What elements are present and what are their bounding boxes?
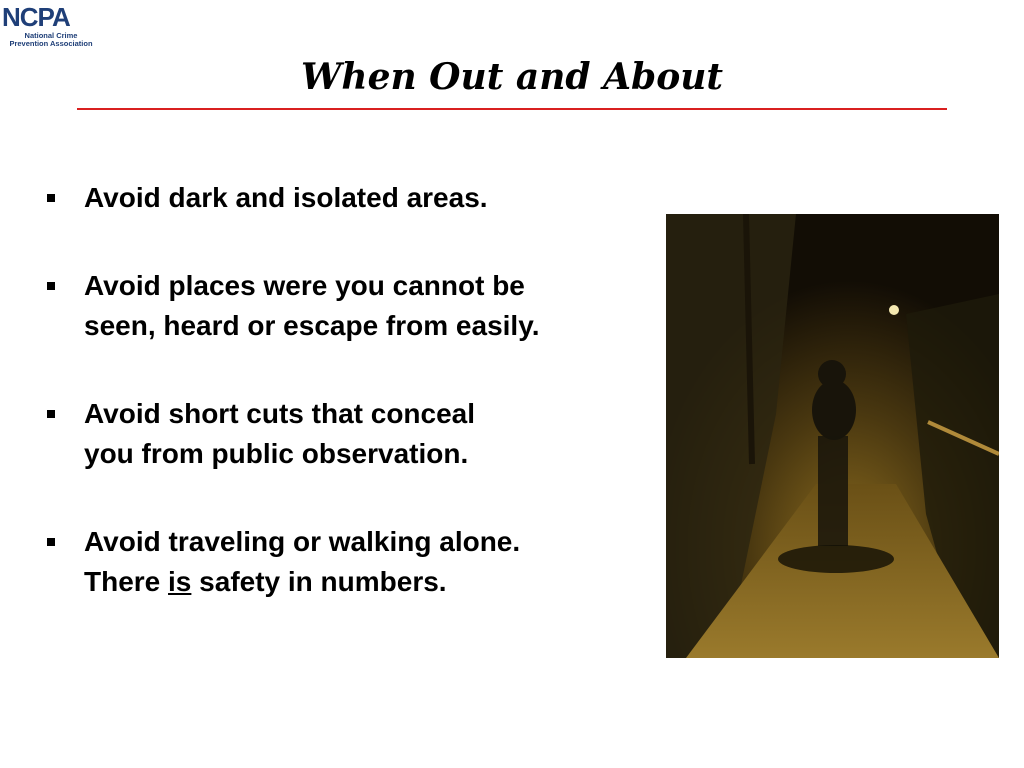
bullet-text: you from public observation. [84, 438, 469, 469]
bullet-item [44, 522, 654, 602]
bullet-item [44, 178, 654, 218]
night-path-photo [666, 214, 999, 658]
bullet-square-icon [47, 410, 55, 418]
bullet-item [44, 394, 654, 474]
bullet-text: Avoid places were you cannot be [84, 270, 525, 301]
logo-wordmark: NCPA [2, 2, 70, 32]
logo-subtitle-line1: National Crime [24, 31, 78, 40]
title-divider [77, 108, 947, 110]
logo-subtitle-line2: Prevention Association [9, 39, 93, 48]
bullet-list [44, 178, 654, 650]
bullet-text: seen, heard or escape from easily. [84, 310, 540, 341]
bullet-text: Avoid short cuts that conceal [84, 398, 476, 429]
bullet-text-line2 [84, 562, 654, 602]
slide-title: When Out and About [300, 56, 724, 98]
ncpa-logo [2, 2, 98, 52]
night-path-illustration [666, 214, 999, 658]
bullet-text: Avoid dark and isolated areas. [84, 182, 488, 213]
bullet-emphasis: is [168, 566, 192, 597]
logo-subtitle [4, 32, 98, 48]
bullet-square-icon [47, 194, 55, 202]
bullet-square-icon [47, 538, 55, 546]
bullet-text-part: There [84, 566, 169, 597]
bullet-item [44, 266, 654, 346]
bullet-text: Avoid traveling or walking alone. [84, 526, 521, 557]
bullet-text-part: safety in numbers. [191, 566, 447, 597]
bullet-square-icon [47, 282, 55, 290]
